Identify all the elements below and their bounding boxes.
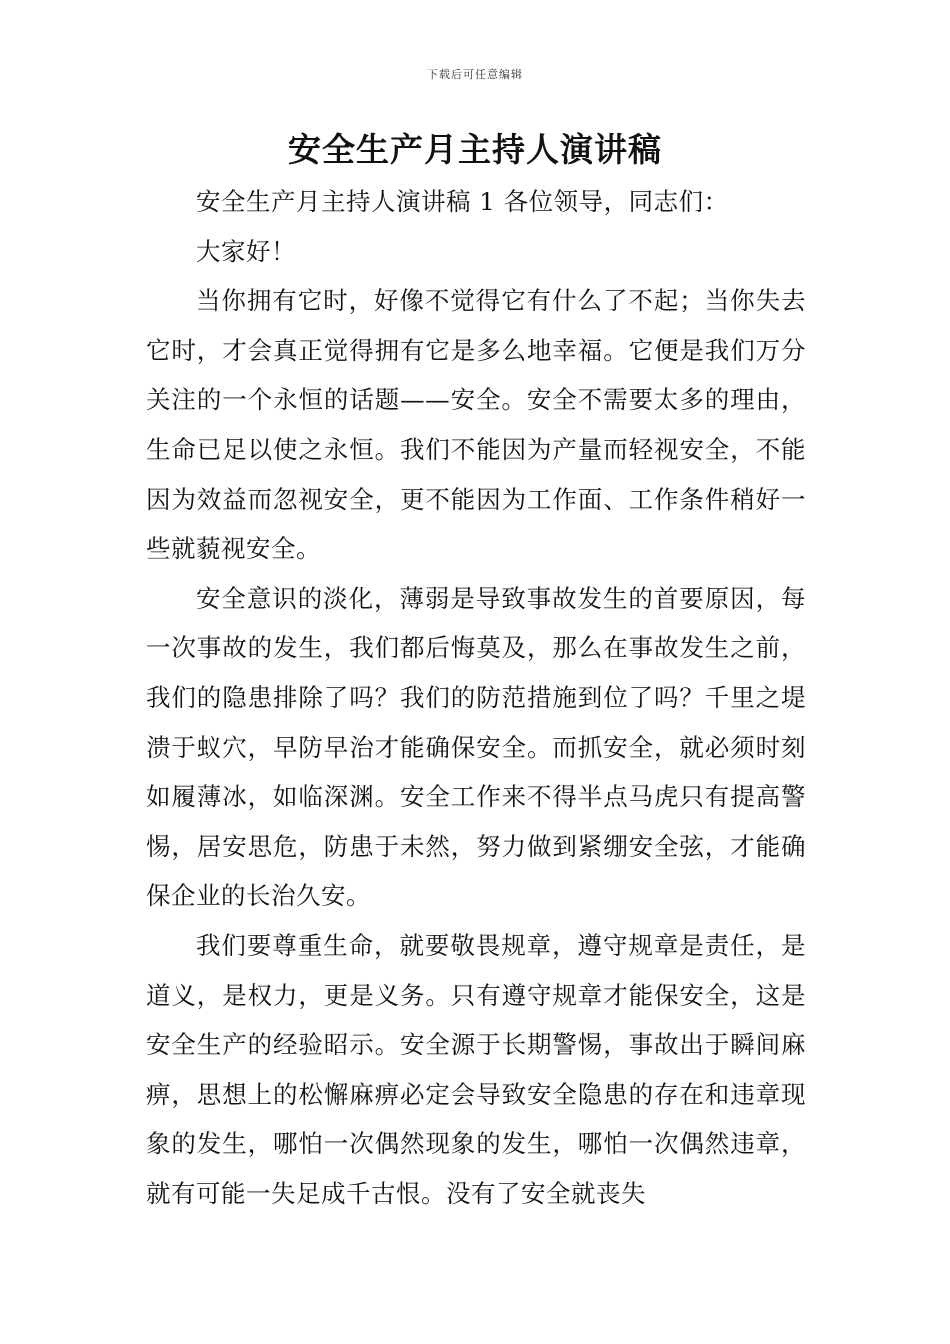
paragraph-greeting: 大家好！ bbox=[196, 236, 296, 266]
paragraph: 我们要尊重生命，就要敬畏规章，遵守规章是责任，是道义，是权力，更是义务。只有遵守规章才能保安全，这是安全生产的经验昭示。安全源于长期警惕，事故出于瞬间麻痹，思想上的松懈麻痹必定会导致安全隐患的存在和违章现象的发生，哪怕一次偶然现象的发生，哪怕一次偶然违章，就有可能一失足成千古恨。没有了安全就丧失 bbox=[146, 930, 806, 1208]
document-body bbox=[146, 177, 806, 1218]
paragraph-intro: 安全生产月主持人演讲稿 1 各位领导，同志们： bbox=[196, 187, 729, 216]
document-title: 安全生产月主持人演讲稿 bbox=[288, 130, 662, 169]
paragraph: 安全意识的淡化，薄弱是导致事故发生的首要原因，每一次事故的发生，我们都后悔莫及，那么在事故发生之前，我们的隐患排除了吗？我们的防范措施到位了吗？千里之堤溃于蚁穴，早防早治才能确保安全。而抓安全，就必须时刻如履薄冰，如临深渊。安全工作来不得半点马虎只有提高警惕，居安思危，防患于未然，努力做到紧绷安全弦，才能确保企业的长治久安。 bbox=[146, 583, 806, 911]
header-note: 下载后可任意编辑 bbox=[427, 68, 523, 81]
paragraph: 当你拥有它时，好像不觉得它有什么了不起；当你失去它时，才会真正觉得拥有它是多么地幸福。它便是我们万分关注的一个永恒的话题——安全。安全不需要太多的理由，生命已足以使之永恒。我们不能因为产量而轻视安全，不能因为效益而忽视安全，更不能因为工作面、工作条件稍好一些就藐视安全。 bbox=[146, 286, 806, 564]
